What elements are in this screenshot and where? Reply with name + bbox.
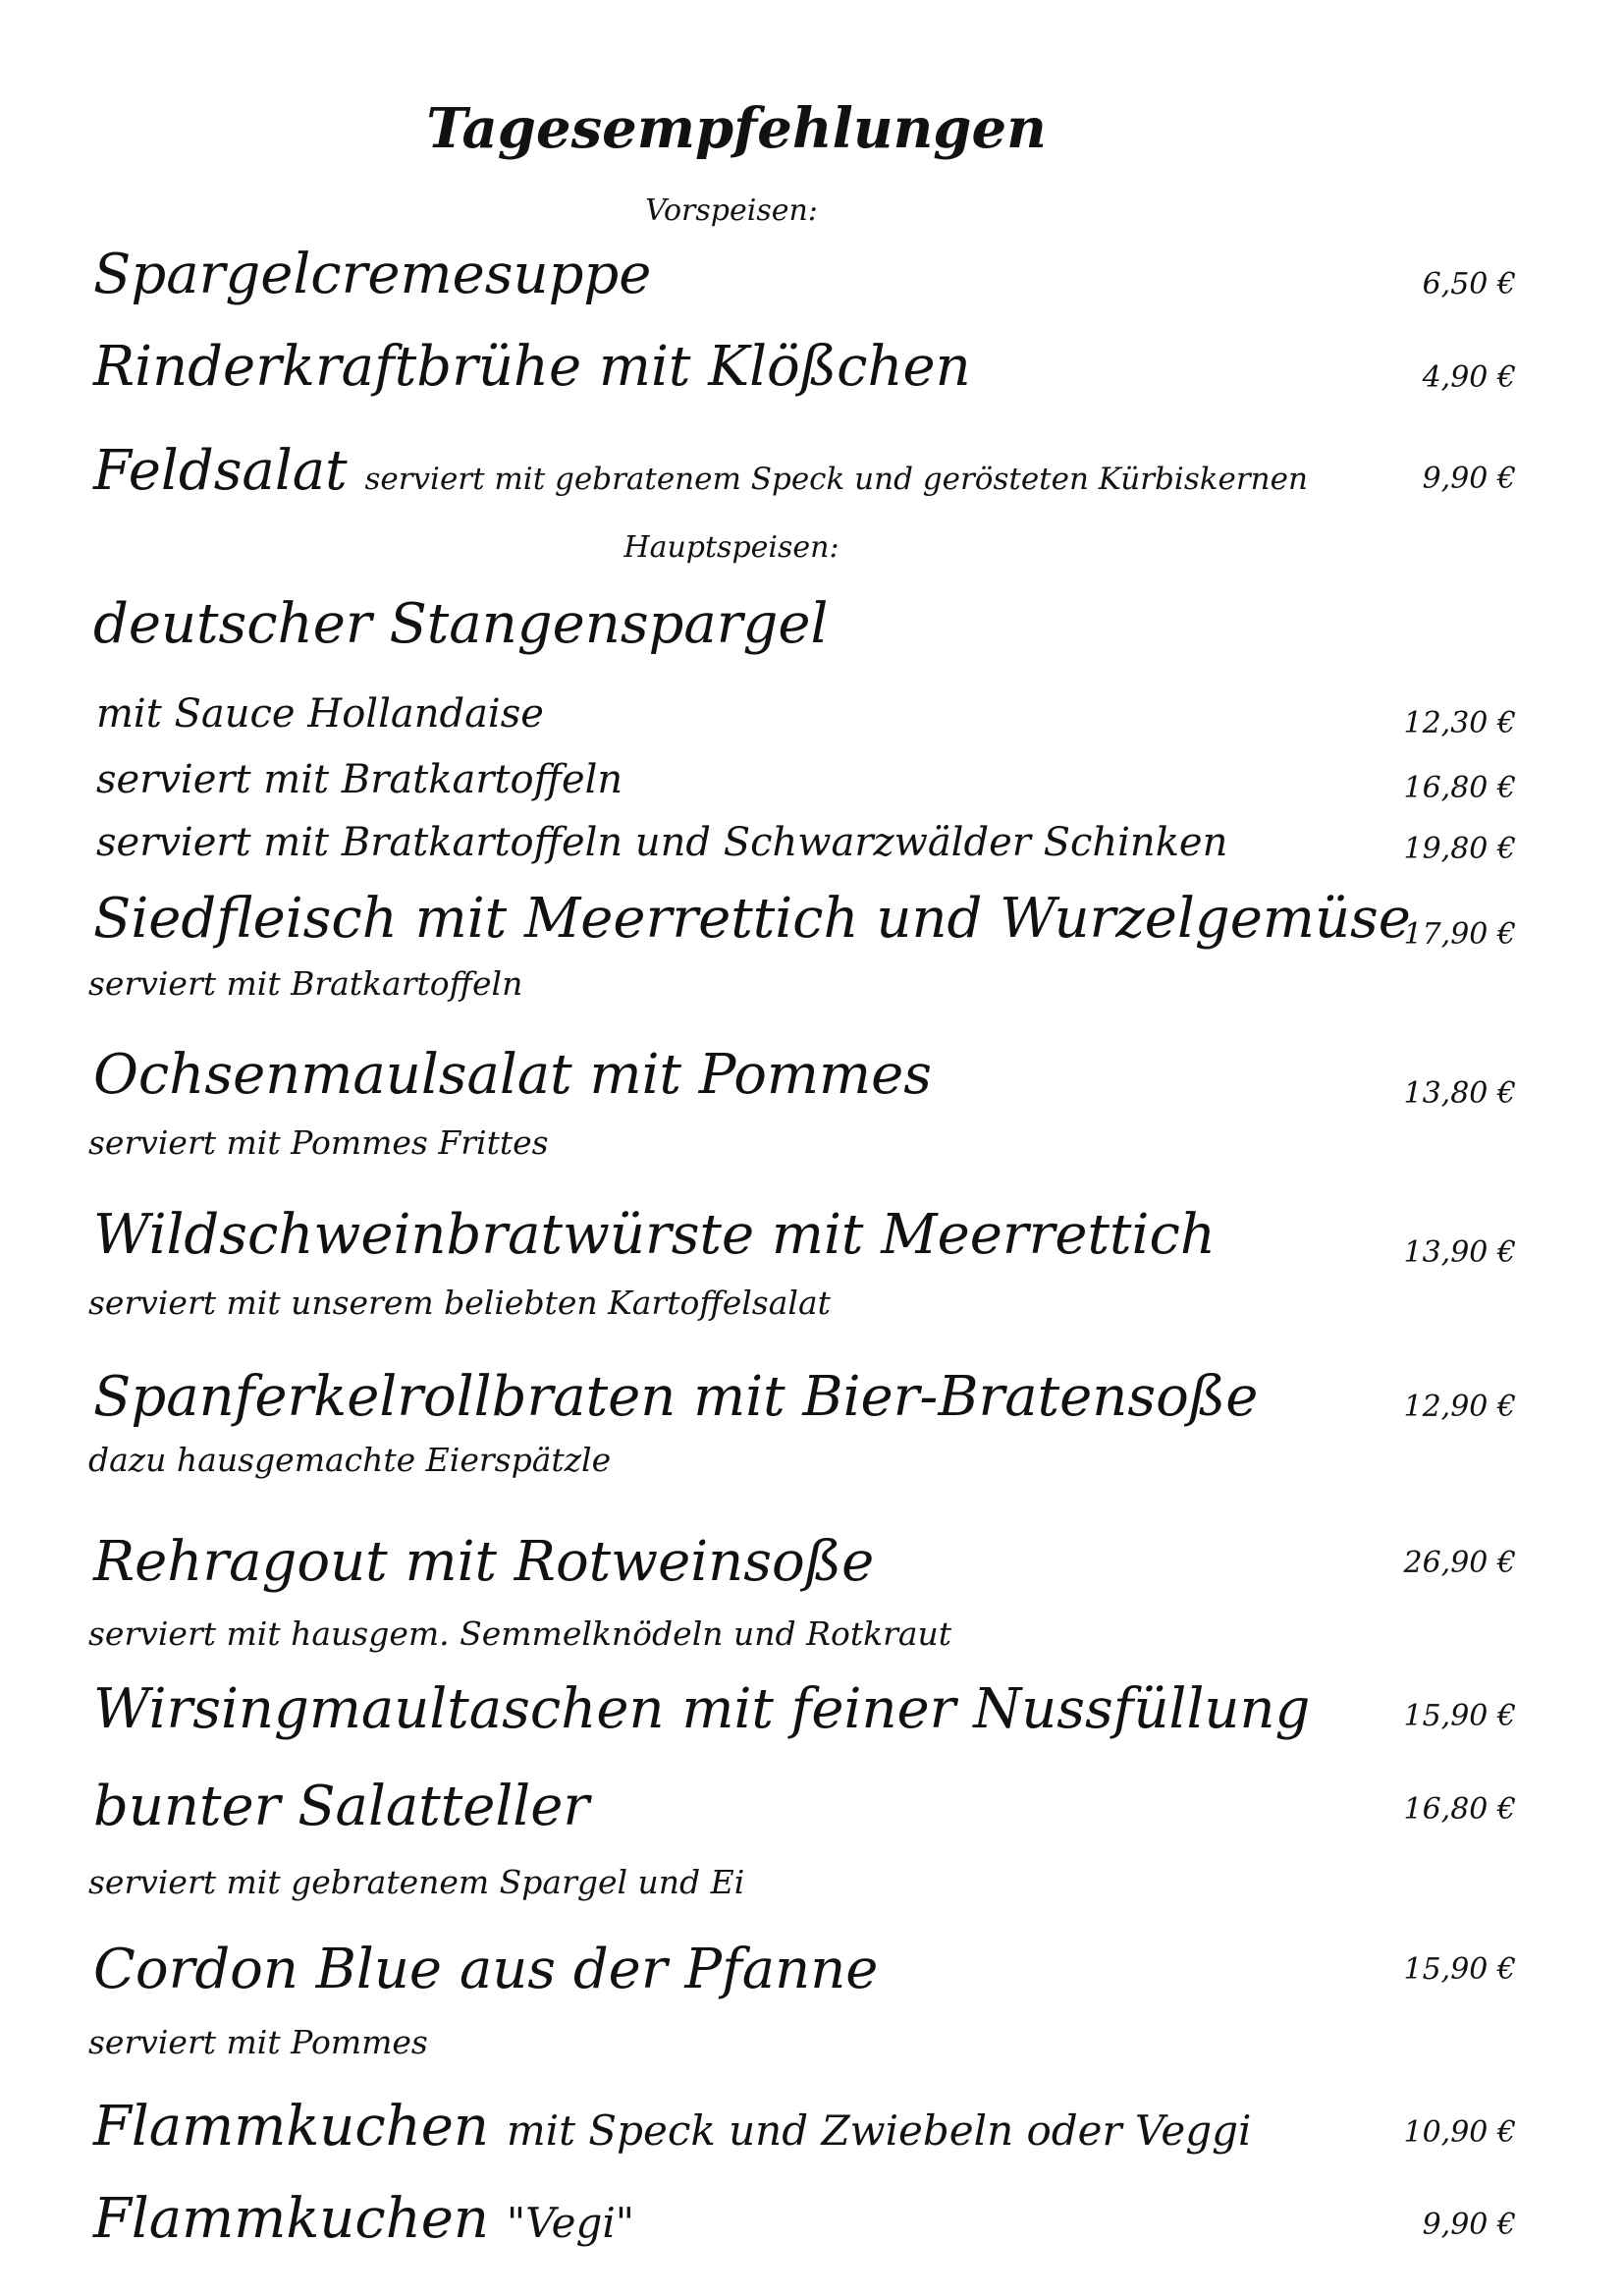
dish-price: 13,80 € [1403,1076,1516,1111]
dish-price: 16,80 € [1403,1792,1516,1827]
dish-name: Spargelcremesuppe [93,243,652,306]
dish-name: Cordon Blue aus der Pfanne [93,1938,879,2001]
dish-price: 26,90 € [1403,1546,1516,1580]
dish-name: Spanferkelrollbraten mit Bier-Bratensoße [93,1365,1259,1429]
dish-name-main: Flammkuchen [93,2095,489,2159]
dish-name: Rehragout mit Rotweinsoße [93,1530,875,1594]
dish-price: 6,50 € [1422,267,1516,301]
dish-price: 19,80 € [1403,832,1516,866]
dish-price: 9,90 € [1422,462,1516,496]
dish-variant: serviert mit Bratkartoffeln [96,757,623,802]
dish-name: Wildschweinbratwürste mit Meerrettich [93,1203,1216,1267]
dish-name: Siedfleisch mit Meerrettich und Wurzelgemüse [93,887,1411,951]
dish-price: 12,30 € [1403,706,1516,740]
dish-price: 13,90 € [1403,1235,1516,1270]
dish-description: serviert mit Bratkartoffeln [88,964,523,1003]
dish-name: Wirsingmaultaschen mit feiner Nussfüllung [93,1677,1311,1741]
dish-price: 12,90 € [1403,1390,1516,1424]
dish-name: Rinderkraftbrühe mit Klößchen [93,335,971,399]
dish-price: 4,90 € [1422,360,1516,395]
dish-price: 10,90 € [1403,2115,1516,2150]
section-heading-starters: Vorspeisen: [645,193,818,228]
dish-name [93,2095,1252,2159]
dish-name-main: Feldsalat [93,439,348,503]
dish-description: dazu hausgemachte Eierspätzle [88,1441,612,1479]
dish-description: serviert mit gebratenem Spargel und Ei [88,1863,745,1901]
dish-description: serviert mit Pommes [88,2023,428,2061]
dish-description: serviert mit hausgem. Semmelknödeln und Rotkraut [88,1614,952,1653]
dish-name [93,2187,635,2251]
dish-description: serviert mit unserem beliebten Kartoffelsalat [88,1284,831,1322]
dish-variant: serviert mit Bratkartoffeln und Schwarzwälder Schinken [96,820,1228,865]
dish-description-inline: mit Speck und Zwiebeln oder Veggi [506,2106,1252,2155]
menu-title: Tagesempfehlungen [426,96,1047,161]
dish-variant: mit Sauce Hollandaise [96,691,544,737]
dish-description: serviert mit Pommes Frittes [88,1123,549,1162]
dish-name: bunter Salatteller [93,1775,590,1838]
dish-price: 9,90 € [1422,2208,1516,2242]
section-heading-mains: Hauptspeisen: [623,530,839,565]
dish-price: 15,90 € [1403,1952,1516,1987]
dish-name-main: Flammkuchen [93,2187,489,2251]
dish-name [93,439,1308,503]
dish-price: 15,90 € [1403,1699,1516,1733]
dish-price: 16,80 € [1403,771,1516,805]
dish-price: 17,90 € [1403,917,1516,952]
dish-description-inline: "Vegi" [506,2199,635,2247]
dish-description-inline: serviert mit gebratenem Speck und gerösteten Kürbiskernen [364,462,1308,497]
dish-name: Ochsenmaulsalat mit Pommes [93,1043,932,1107]
dish-name: deutscher Stangenspargel [93,592,829,656]
